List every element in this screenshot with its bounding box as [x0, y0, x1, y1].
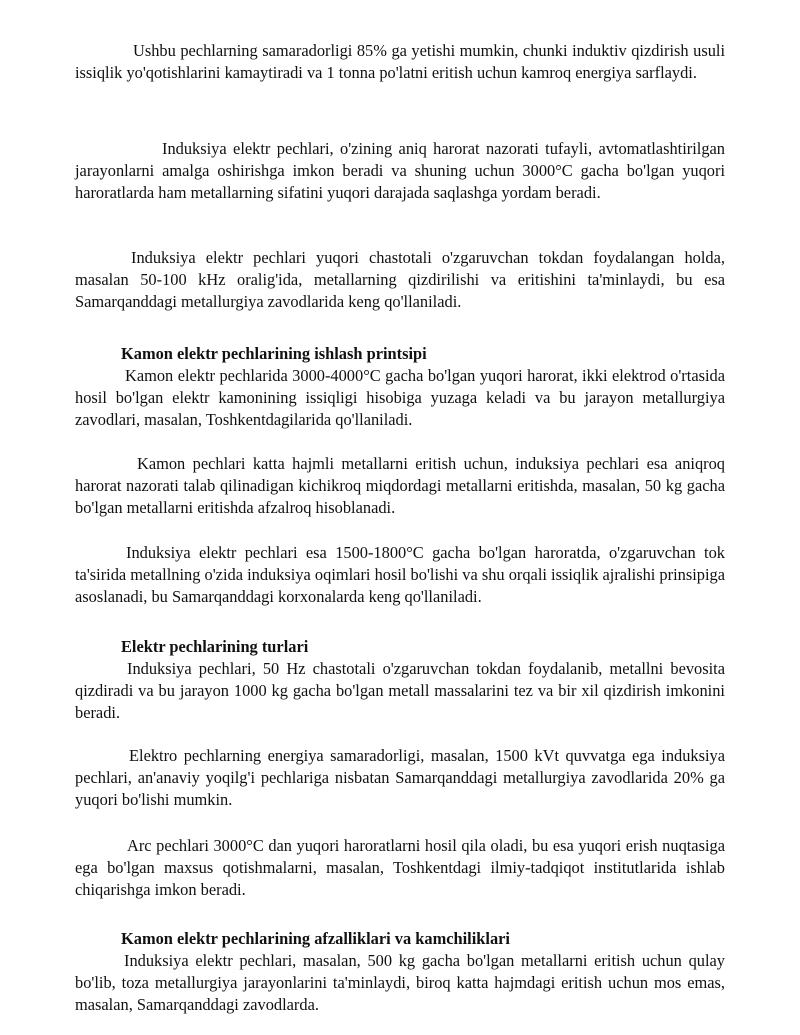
- section-heading: Elektr pechlarining turlari: [121, 637, 309, 656]
- section-heading: Kamon elektr pechlarining ishlash printsipi: [121, 344, 427, 363]
- paragraph: Ushbu pechlarning samaradorligi 85% ga yetishi mumkin, chunki induktiv qizdirish usuli issiqlik yo'qotishlarini kamaytiradi va 1 tonna po'latni eritish uchun kamroq energiya sarflaydi.: [75, 41, 725, 82]
- paragraph: Kamon pechlari katta hajmli metallarni eritish uchun, induksiya pechlari esa aniqroq harorat nazorati talab qilinadigan kichikroq miqdordagi metallarni eritishda, masalan, 50 kg gacha bo'lgan metallarni eritishda afzalroq hisoblanadi.: [75, 454, 725, 517]
- paragraph: Induksiya elektr pechlari, o'zining aniq harorat nazorati tufayli, avtomatlashtirilgan jarayonlarni amalga oshirishga imkon beradi va shuning uchun 3000°C gacha bo'lgan yuqori haroratlarda ham metallarning sifatini yuqori darajada saqlashga yordam beradi.: [75, 139, 725, 202]
- section-heading: Kamon elektr pechlarining afzalliklari va kamchiliklari: [121, 929, 510, 948]
- paragraph: Induksiya elektr pechlari yuqori chastotali o'zgaruvchan tokdan foydalangan holda, masalan 50-100 kHz oralig'ida, metallarning qizdirilishi va eritishini ta'minlaydi, bu esa Samarqanddagi metallurgiya zavodlarida keng qo'llaniladi.: [75, 248, 725, 311]
- paragraph: Induksiya elektr pechlari, masalan, 500 kg gacha bo'lgan metallarni eritish uchun qulay bo'lib, toza metallurgiya jarayonlarini ta'minlaydi, biroq katta hajmdagi eritish uchun mos emas, masalan, Samarqanddagi zavodlarda.: [75, 951, 725, 1014]
- paragraph: Elektro pechlarning energiya samaradorligi, masalan, 1500 kVt quvvatga ega induksiya pechlari, an'anaviy yoqilg'i pechlariga nisbatan Samarqanddagi metallurgiya zavodlarida 20% ga yuqori bo'lishi mumkin.: [75, 746, 725, 809]
- paragraph: Induksiya elektr pechlari esa 1500-1800°C gacha bo'lgan haroratda, o'zgaruvchan tok ta'sirida metallning o'zida induksiya oqimlari hosil bo'lishi va shu orqali issiqlik ajralishi prinsipiga asoslanadi, bu Samarqanddagi korxonalarda keng qo'llaniladi.: [75, 543, 725, 606]
- paragraph: Arc pechlari 3000°C dan yuqori haroratlarni hosil qila oladi, bu esa yuqori erish nuqtasiga ega bo'lgan maxsus qotishmalarni, masalan, Toshkentdagi ilmiy-tadqiqot institutlarida ishlab chiqarishga imkon beradi.: [75, 836, 725, 899]
- paragraph: Kamon elektr pechlarida 3000-4000°C gacha bo'lgan yuqori harorat, ikki elektrod o'rtasida hosil bo'lgan elektr kamonining issiqligi hisobiga yuzaga keladi va bu jarayon metallurgiya zavodlari, masalan, Toshkentdagilarida qo'llaniladi.: [75, 366, 725, 429]
- paragraph: Induksiya pechlari, 50 Hz chastotali o'zgaruvchan tokdan foydalanib, metallni bevosita qizdiradi va bu jarayon 1000 kg gacha bo'lgan metall massalarini tez va bir xil qizdirish imkonini beradi.: [75, 659, 725, 722]
